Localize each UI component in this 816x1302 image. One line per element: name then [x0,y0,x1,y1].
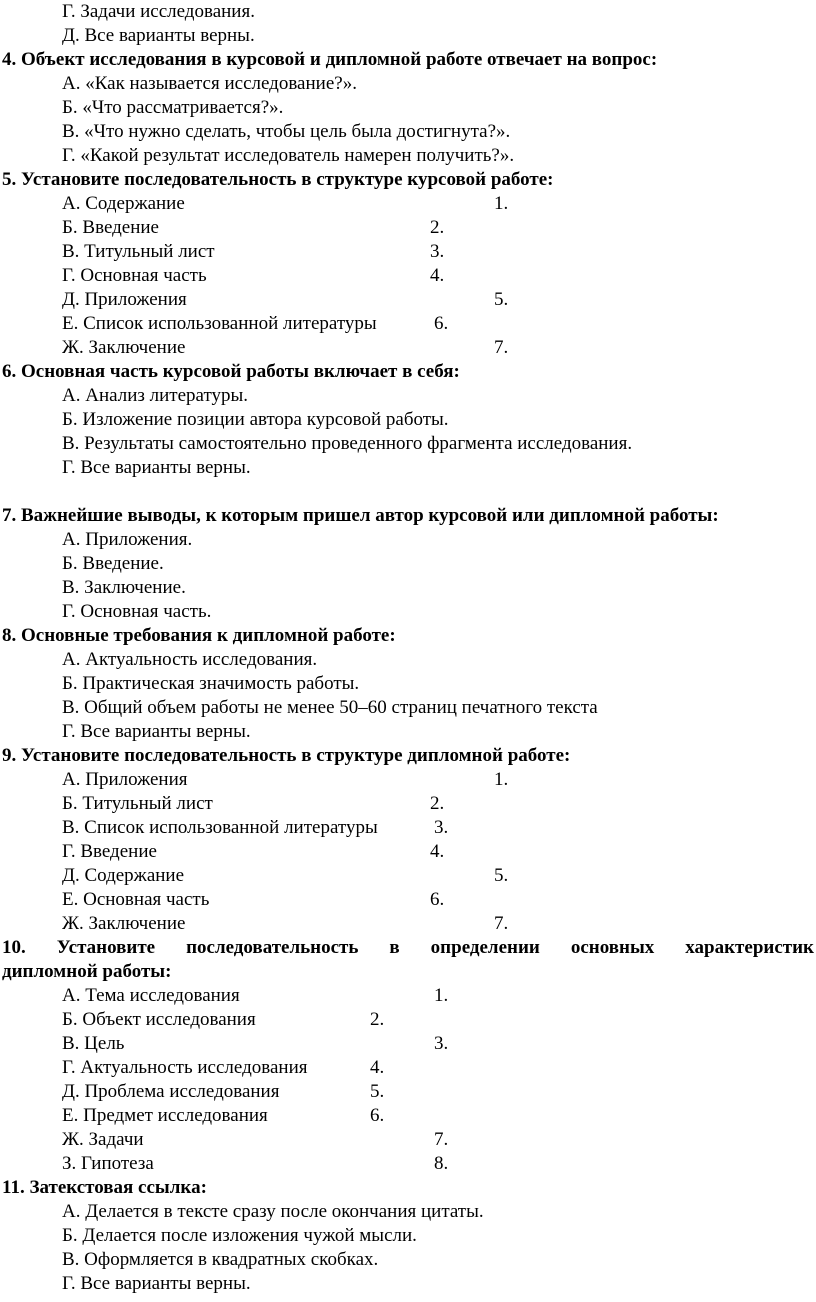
sequence-number: 7. [434,1129,449,1150]
question-text: 7. Важнейшие выводы, к которым пришел автор курсовой или дипломной работы: [2,505,719,526]
sequence-number: 2. [370,1009,385,1030]
answer-option: В. Цель [62,1033,125,1054]
answer-option: В. Оформляется в квадратных скобках. [62,1249,379,1270]
answer-option: А. Содержание [62,193,185,214]
sequence-number: 3. [434,1033,449,1054]
answer-option: А. Тема исследования [62,985,240,1006]
answer-option: Г. Все варианты верны. [62,1273,251,1294]
sequence-number: 1. [494,769,509,790]
answer-option: Ж. Заключение [62,337,186,358]
answer-option: В. Титульный лист [62,241,215,262]
answer-option: В. «Что нужно сделать, чтобы цель была достигнута?». [62,121,511,142]
answer-option: Д. Все варианты верны. [62,25,255,46]
sequence-number: 3. [430,241,445,262]
sequence-number: 7. [494,337,509,358]
question-text: 11. Затекстовая ссылка: [2,1177,207,1198]
sequence-number: 5. [370,1081,385,1102]
answer-option: Д. Проблема исследования [62,1081,280,1102]
sequence-number: 1. [434,985,449,1006]
answer-option: В. Список использованной литературы [62,817,378,838]
sequence-number: 4. [430,841,445,862]
answer-option: Г. Основная часть [62,265,207,286]
answer-option: Б. Практическая значимость работы. [62,673,360,694]
answer-option: В. Заключение. [62,577,186,598]
answer-option: Г. Все варианты верны. [62,457,251,478]
answer-option: А. Анализ литературы. [62,385,249,406]
answer-option: Г. Основная часть. [62,601,212,622]
answer-option: А. Приложения [62,769,188,790]
sequence-number: 5. [494,865,509,886]
question-text: 10. Установите последовательность в определении основных характеристик [2,937,814,958]
sequence-number: 2. [430,793,445,814]
sequence-number: 4. [430,265,445,286]
question-text: дипломной работы: [2,961,172,982]
answer-option: А. Приложения. [62,529,193,550]
answer-option: Ж. Задачи [62,1129,144,1150]
answer-option: Б. «Что рассматривается?». [62,97,284,118]
sequence-number: 8. [434,1153,449,1174]
answer-option: З. Гипотеза [62,1153,154,1174]
sequence-number: 6. [370,1105,385,1126]
answer-option: Б. Введение [62,217,159,238]
sequence-number: 2. [430,217,445,238]
answer-option: Б. Введение. [62,553,164,574]
question-text: 9. Установите последовательность в структуре дипломной работе: [2,745,571,766]
sequence-number: 5. [494,289,509,310]
answer-option: Е. Предмет исследования [62,1105,268,1126]
answer-option: Е. Список использованной литературы [62,313,377,334]
answer-option: А. Актуальность исследования. [62,649,318,670]
answer-option: Б. Объект исследования [62,1009,256,1030]
answer-option: Д. Содержание [62,865,185,886]
answer-option: В. Общий объем работы не менее 50–60 страниц печатного текста [62,697,598,718]
answer-option: Г. Введение [62,841,157,862]
sequence-number: 4. [370,1057,385,1078]
answer-option: Д. Приложения [62,289,187,310]
answer-option: Ж. Заключение [62,913,186,934]
sequence-number: 7. [494,913,509,934]
answer-option: Е. Основная часть [62,889,210,910]
answer-option: А. Делается в тексте сразу после окончания цитаты. [62,1201,484,1222]
sequence-number: 6. [434,313,449,334]
answer-option: Г. Задачи исследования. [62,1,255,22]
sequence-number: 6. [430,889,445,910]
question-text: 6. Основная часть курсовой работы включает в себя: [2,361,460,382]
question-text: 8. Основные требования к дипломной работе: [2,625,396,646]
answer-option: Б. Изложение позиции автора курсовой работы. [62,409,449,430]
answer-option: Б. Делается после изложения чужой мысли. [62,1225,417,1246]
answer-option: В. Результаты самостоятельно проведенного фрагмента исследования. [62,433,633,454]
sequence-number: 3. [434,817,449,838]
question-text: 4. Объект исследования в курсовой и дипломной работе отвечает на вопрос: [2,49,658,70]
answer-option: А. «Как называется исследование?». [62,73,357,94]
answer-option: Г. «Какой результат исследователь намерен получить?». [62,145,515,166]
sequence-number: 1. [494,193,509,214]
question-text: 5. Установите последовательность в структуре курсовой работе: [2,169,554,190]
answer-option: Б. Титульный лист [62,793,213,814]
answer-option: Г. Все варианты верны. [62,721,251,742]
answer-option: Г. Актуальность исследования [62,1057,308,1078]
